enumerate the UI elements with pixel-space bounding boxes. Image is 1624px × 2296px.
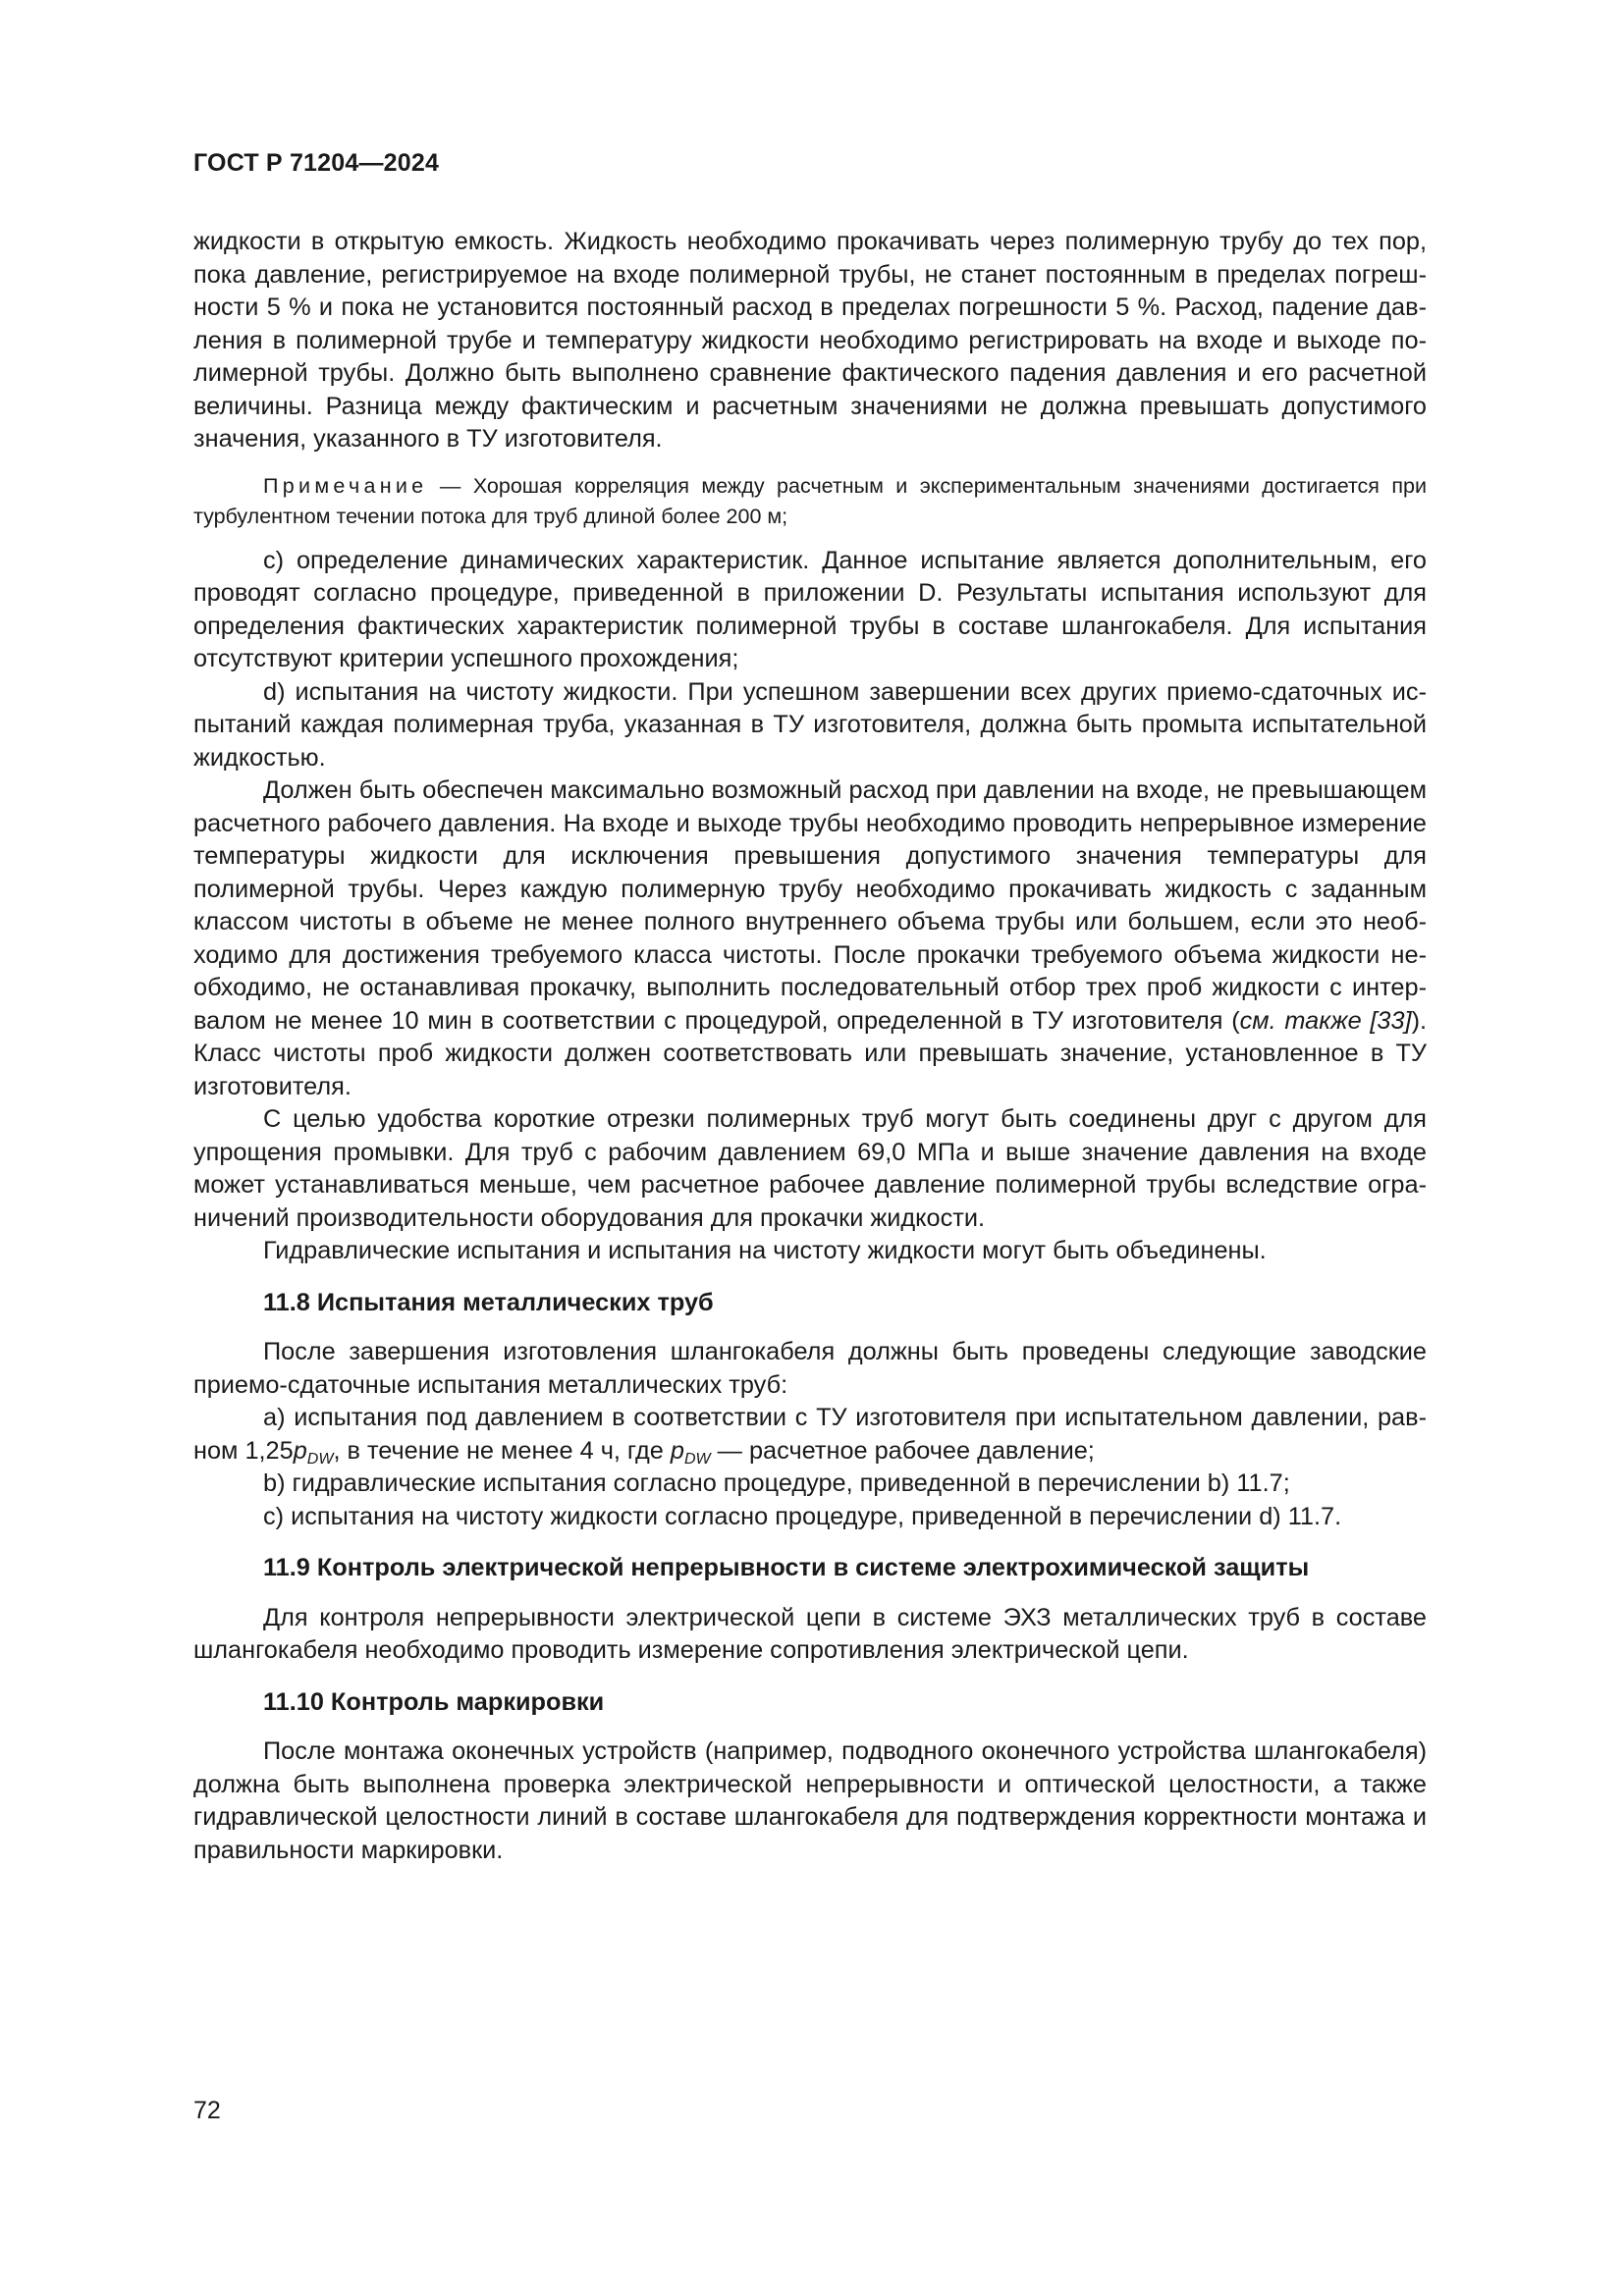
section-heading-11-8: 11.8 Испытания металлических труб	[263, 1288, 714, 1316]
symbol-p: p	[670, 1436, 684, 1465]
item-a-end: — расчетное рабочее давление;	[710, 1436, 1095, 1465]
note-dash: —	[427, 473, 473, 498]
body-text	[193, 226, 1427, 1867]
item-a-mid: , в течение не менее 4 ч, где	[333, 1436, 671, 1465]
symbol-p: p	[293, 1436, 307, 1465]
section-11-8-intro: После завершения изготовления шлангокабеля должны быть проведены следующие заводские приемо-сдаточные испытания металлических труб:	[193, 1338, 1427, 1399]
section-heading-11-10: 11.10 Контроль маркировки	[263, 1687, 605, 1716]
paragraph-continuation: жидкости в открытую емкость. Жидкость необходимо прокачивать через полимерную трубу до тех пор, пока давление, регистрируемое на входе полимерной трубы, не станет постоянным в пределах погрешности 5 % и пока не установится постоянный расход в пределах погрешности 5 %. Расход, падение давления в полимерной трубе и температуру жидкости необходимо регистрировать на входе и выходе полимерной трубы. Должно быть выполнено сравнение фактического падения давления и его расчетной величины. Разница между фактическим и расчетным значениями не должна превышать допустимого значения, указанного в ТУ изготовителя.	[193, 228, 1427, 453]
flow-text: Должен быть обеспечен максимально возможный расход при давлении на входе, не превышающем расчетного рабочего давления. На входе и выходе трубы необходимо проводить непрерывное измерение температуры жидкости для исключения превышения допустимого значения температуры для полимерной трубы. Через каждую полимерную трубу необходимо прокачивать жидкость с заданным классом чистоты в объеме не менее полного внутреннего объема трубы или большем, если это необходимо для достижения требуемого класса чистоты. После прокачки требуемого объема жидкости необходимо, не останавливая прокачку, выполнить последовательный отбор трех проб жидкости с интервалом не менее 10 мин в соответствии с процедурой, определенной в ТУ изготовителя (	[193, 776, 1427, 1035]
list-item-b: b) гидравлические испытания согласно процедуре, приведенной в перечислении b) 11.7;	[263, 1469, 1290, 1497]
paragraph-hydraulic: Гидравлические испытания и испытания на чистоту жидкости могут быть объединены.	[263, 1237, 1267, 1264]
paragraph-short-segments: С целью удобства короткие отрезки полимерных труб могут быть соединены друг с другом для упрощения промывки. Для труб с рабочим давлением 69,0 МПа и выше значение давления на входе может устанавливаться меньше, чем расчетное рабочее давление полимерной трубы вследствие ограничений производительности оборудования для прокачки жидкости.	[193, 1105, 1427, 1232]
section-11-10-text: После монтажа оконечных устройств (например, подводного оконечного устройства шлангокабеля) должна быть выполнена проверка электрической непрерывности и оптической целостности, а также гидравлической целостности линий в составе шлангокабеля для подтверждения корректности монтажа и правильности маркировки.	[193, 1737, 1427, 1864]
subscript-dw: DW	[683, 1450, 711, 1468]
document-page	[193, 0, 1427, 2296]
list-item-c: c) определение динамических характеристик. Данное испытание является дополнительным, его проводят согласно процедуре, приведенной в приложении D. Результаты испытания используют для определения фактических характеристик полимерной трубы в составе шлангокабеля. Для испытания отсутствуют критерии успешного прохождения;	[193, 546, 1427, 672]
note-text: Хорошая корреляция между расчетным и экспериментальным значениями достигается при турбулентном течении потока для труб длиной более 200 м;	[193, 473, 1427, 528]
paragraph-flow	[193, 774, 1427, 1103]
item-a-text: a) испытания под давлением в соответствии с ТУ изготовителя при испытательном давлении, равном 1,25	[193, 1404, 1427, 1465]
section-heading-11-9: 11.9 Контроль электрической непрерывности в системе электрохимической защиты	[263, 1554, 1310, 1581]
subscript-dw: DW	[306, 1450, 334, 1468]
note-paragraph	[193, 471, 1427, 532]
reference-link: см. также [33]	[1239, 1006, 1412, 1035]
note-label: Примечание	[263, 473, 428, 498]
list-item-d: d) испытания на чистоту жидкости. При успешном завершении всех других приемо-сдаточных испытаний каждая полимерная труба, указанная в ТУ изготовителя, должна быть промыта испытательной жидкостью.	[193, 677, 1427, 772]
section-11-9-text: Для контроля непрерывности электрической цепи в системе ЭХЗ металлических труб в составе шлангокабеля необходимо проводить измерение сопротивления электрической цепи.	[193, 1603, 1427, 1664]
list-item-a	[193, 1402, 1427, 1468]
page-number: 72	[193, 2097, 221, 2124]
list-item-c2: c) испытания на чистоту жидкости согласно процедуре, приведенной в перечислении d) 11.7.	[263, 1502, 1342, 1530]
document-header: ГОСТ Р 71204—2024	[193, 149, 440, 177]
flow-text-end: ). Класс чистоты проб жидкости должен соответствовать или превышать значение, установленное в ТУ изготовителя.	[193, 1006, 1428, 1100]
